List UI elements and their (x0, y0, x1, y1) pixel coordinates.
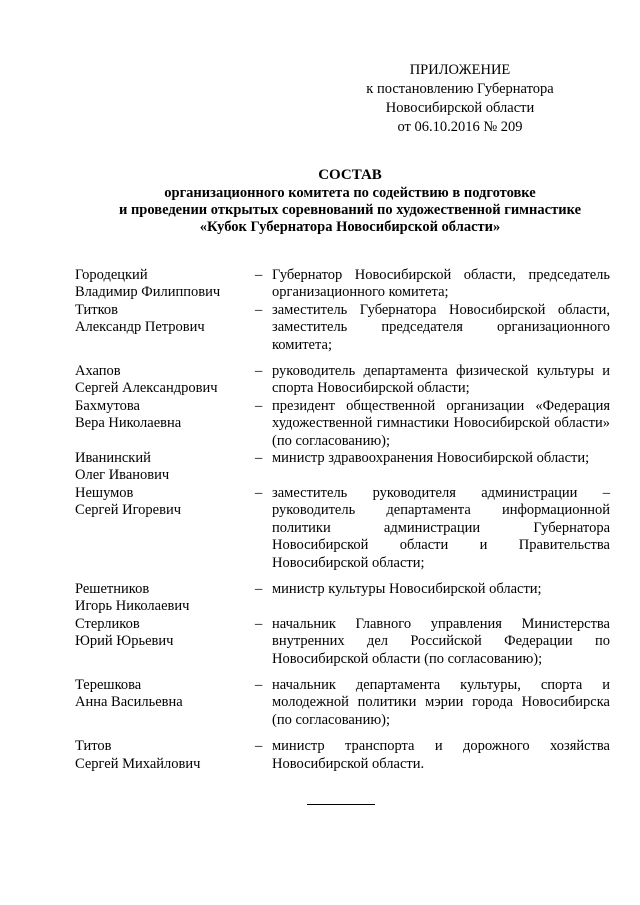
member-role: министр культуры Новосибирской области; (272, 580, 542, 597)
member-surname: Городецкий (75, 267, 148, 283)
appendix-decree-ref: к постановлению Губернатора (366, 81, 554, 97)
member-row (75, 302, 610, 354)
committee-member-list (75, 267, 610, 773)
member-role: Губернатор Новосибирской области, председатель организационного комитета; (272, 267, 610, 301)
member-name (75, 267, 255, 302)
member-name (75, 738, 255, 773)
separator-dash: – (255, 267, 263, 283)
member-role: начальник Главного управления Министерства внутренних дел Российской Федерации по Новосибирской области (по согласованию); (272, 615, 610, 667)
separator-dash: – (255, 484, 263, 501)
separator-dash: – (255, 301, 263, 318)
separator-dash: – (255, 580, 263, 597)
member-role: начальник департамента культуры, спорта и молодежной политики мэрии города Новосибирска (по согласованию); (272, 676, 610, 728)
member-surname: Бахмутова (75, 397, 140, 414)
member-name (75, 616, 255, 668)
separator-dash: – (255, 738, 263, 755)
title-line: и проведении открытых соревнований по художественной гимнастике (118, 202, 582, 218)
member-role: руководитель департамента физической культуры и спорта Новосибирской области; (272, 363, 610, 397)
member-row (75, 677, 610, 729)
member-given-names: Сергей Александрович (75, 380, 218, 397)
member-given-names: Сергей Михайлович (75, 755, 201, 772)
title-heading: СОСТАВ (318, 167, 382, 183)
member-role: заместитель Губернатора Новосибирской области, заместитель председателя организационного комитета; (272, 301, 610, 353)
member-surname: Терешкова (75, 676, 142, 693)
member-given-names: Анна Васильевна (75, 694, 183, 711)
title-line: организационного комитета по содействию в подготовке (164, 185, 536, 201)
member-role: заместитель руководителя администрации – руководитель департамента информационной политики администрации Губернатора Новосибирской области и Правительства Новосибирской области; (272, 484, 610, 571)
member-row (75, 581, 610, 616)
member-given-names: Владимир Филиппович (75, 284, 221, 301)
appendix-label: ПРИЛОЖЕНИЕ (409, 62, 511, 78)
document-title (60, 167, 640, 236)
member-row (75, 363, 610, 398)
closing-rule-line (307, 804, 375, 805)
member-surname: Стерликов (75, 615, 140, 632)
member-given-names: Олег Иванович (75, 467, 170, 484)
separator-dash: – (255, 363, 263, 380)
member-role: министр здравоохранения Новосибирской области; (272, 450, 590, 467)
member-surname: Решетников (75, 580, 150, 597)
member-surname: Титков (75, 301, 118, 318)
member-name (75, 450, 255, 485)
member-given-names: Александр Петрович (75, 319, 205, 336)
member-row (75, 267, 610, 302)
member-role: президент общественной организации «Федерация художественной гимнастики Новосибирской области» (по согласованию); (272, 397, 610, 449)
member-surname: Ахапов (75, 363, 121, 380)
separator-dash: – (255, 450, 263, 467)
member-surname: Нешумов (75, 484, 134, 501)
title-line: «Кубок Губернатора Новосибирской области» (199, 219, 501, 235)
member-name (75, 363, 255, 398)
member-name (75, 581, 255, 616)
member-row (75, 616, 610, 668)
separator-dash: – (255, 615, 263, 632)
member-row (75, 450, 610, 485)
member-name (75, 398, 255, 450)
separator-dash: – (255, 397, 263, 414)
member-given-names: Сергей Игоревич (75, 502, 182, 519)
member-given-names: Игорь Николаевич (75, 598, 190, 615)
member-row (75, 485, 610, 572)
member-row (75, 738, 610, 773)
member-row (75, 398, 610, 450)
member-given-names: Юрий Юрьевич (75, 633, 174, 650)
member-surname: Иванинский (75, 450, 151, 467)
member-surname: Титов (75, 738, 112, 755)
appendix-date-number: от 06.10.2016 № 209 (397, 119, 523, 135)
appendix-header (340, 61, 580, 137)
appendix-region: Новосибирской области (385, 100, 535, 116)
member-name (75, 677, 255, 729)
separator-dash: – (255, 676, 263, 693)
member-name (75, 485, 255, 572)
member-given-names: Вера Николаевна (75, 415, 182, 432)
member-role: министр транспорта и дорожного хозяйства Новосибирской области. (272, 738, 610, 772)
member-name (75, 302, 255, 354)
